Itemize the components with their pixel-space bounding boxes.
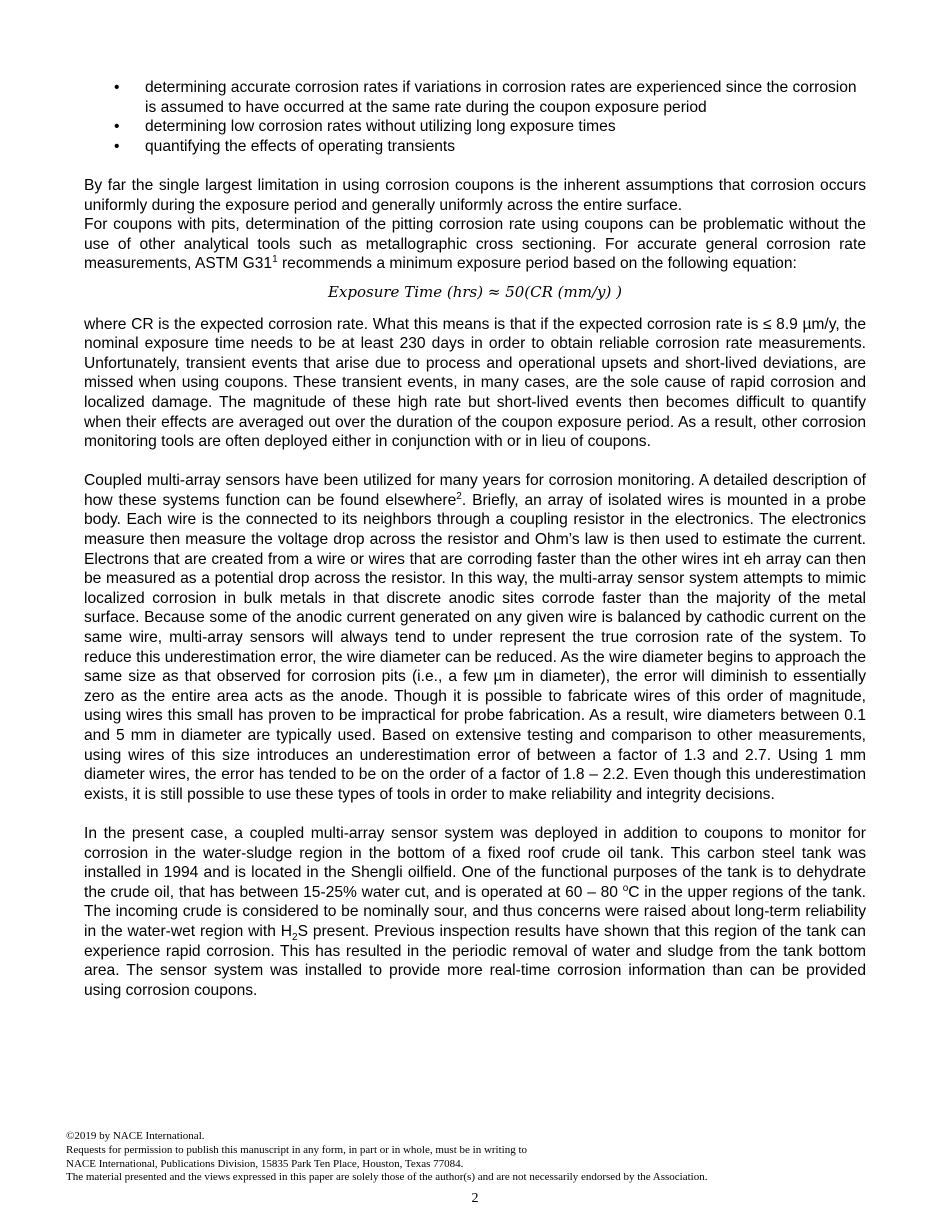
degree-symbol: o [622,882,629,894]
paragraph-limitations: By far the single largest limitation in using corrosion coupons is the inherent assumptions that corrosion occurs uniformly during the exposure period and generally uniformly across the entire surface. [84,176,866,214]
footer-line: Requests for permission to publish this manuscript in any form, in part or in whole, must be in writing to [66,1143,528,1156]
limitations-list [84,78,866,156]
reference-2: 2 [456,490,462,502]
subscript-2: 2 [292,932,298,944]
list-item-text: determining accurate corrosion rates if variations in corrosion rates are experienced since the corrosion is assumed to have occurred at the same rate during the coupon exposure period [145,79,857,116]
paragraph-present-case: In the present case, a coupled multi-array sensor system was deployed in addition to coupons to monitor for corrosion in the water-sludge region in the bottom of a fixed roof crude oil tank. This carbon steel tank was installed in 1994 and is located in the Shengli oilfield. One of the functional purposes of the tank is to dehydrate the crude oil, that has between 15-25% water cut, and is operated at 60 – 80 $^o$C in the upper regions of the tank. The incoming crude is considered to be nominally sour, and thus concerns were raised about long-term reliability in the water-wet region with $H_2S$ present. Previous inspection results have shown that this region of the tank can experience rapid corrosion. This has resulted in the periodic removal of water and sludge from the tank bottom area. The sensor system was installed to provide more real-time corrosion information than can be provided using corrosion coupons. [84,824,866,999]
paragraph-multi-array-sensors: Coupled multi-array sensors have been utilized for many years for corrosion monitoring. A detailed description of how these systems function can be found elsewhere$^2$. Briefly, an array of isolated wires is mounted in a probe body. Each wire is the connected to its neighbors through a coupling resistor in the electronics. The electronics measure then measure the voltage drop across the resistor and Ohm’s law is then used to estimate the current. Electrons that are created from a wire or wires that are corroding faster than the other wires int eh array can then be measured as a potential drop across the resistor. In this way, the multi-array sensor system attempts to mimic localized corrosion in bulk metals in that discrete anodic sites corrode faster than the majority of the metal surface. Because some of the anodic current generated on any given wire is balanced by cathodic current on the same wire, multi-array sensors will always tend to under represent the true corrosion rate of the system. To reduce this underestimation error, the wire diameter can be reduced. As the wire diameter begins to approach the same size as that observed for corrosion pits (i.e., a few µm in diameter), the error will diminish to essentially zero as the entire area acts as the anode. Though it is possible to fabricate wires of this order of magnitude, using wires this small has proven to be impractical for probe fabrication. As a result, wire diameters between 0.1 and 5 mm in diameter are typically used. Based on extensive testing and comparison to other measurements, using wires of this size introduces an underestimation error of between a factor of 1.3 and 2.7. Using 1 mm diameter wires, the error has tended to be on the order of a factor of 1.8 – 2.2. Even though this underestimation exists, it is still possible to use these types of tools in order to make reliability and integrity decisions. [84,472,867,803]
list-item [84,78,866,117]
list-item-text: quantifying the effects of operating transients [145,137,456,155]
footer-line: ©2019 by NACE International. [66,1130,205,1142]
copyright-footer [66,1130,886,1185]
bullet-icon: • [114,137,120,155]
page-body [84,78,866,1000]
reference-1: 1 [272,254,278,266]
list-item [84,117,866,137]
list-item [84,137,866,157]
exposure-time-equation: Exposure Time (hrs) ≈ 50(CR (mm/y) ) [327,282,622,301]
footer-line: NACE International, Publications Division, 15835 Park Ten Place, Houston, Texas 77084. [66,1157,464,1170]
paragraph-corrosion-rate: where CR is the expected corrosion rate. What this means is that if the expected corrosion rate is ≤ 8.9 µm/y, the nominal exposure time needs to be at least 230 days in order to obtain reliable corrosion rate measurements. Unfortunately, transient events that arise due to process and operational upsets and short-lived deviations, are missed when using coupons. These transient events, in many cases, are the sole cause of rapid corrosion and localized damage. The magnitude of these high rate but short-lived events then becomes difficult to quantify when their effects are averaged out over the duration of the coupon exposure period. As a result, other corrosion monitoring tools are often deployed either in conjunction with or in lieu of coupons. [84,315,866,451]
footer-line: The material presented and the views expressed in this paper are solely those of the author(s) and are not necessarily endorsed by the Association. [66,1171,708,1184]
list-item-text: determining low corrosion rates without utilizing long exposure times [145,118,616,136]
bullet-icon: • [114,118,120,136]
paragraph-pitting: For coupons with pits, determination of the pitting corrosion rate using coupons can be problematic without the use of other analytical tools such as metallographic cross sectioning. For accurate general corrosion rate measurements, ASTM $G31^1$ recommends a minimum exposure period based on the following equation: [84,216,866,273]
page-number: 2 [471,1191,479,1206]
bullet-icon: • [114,79,120,96]
